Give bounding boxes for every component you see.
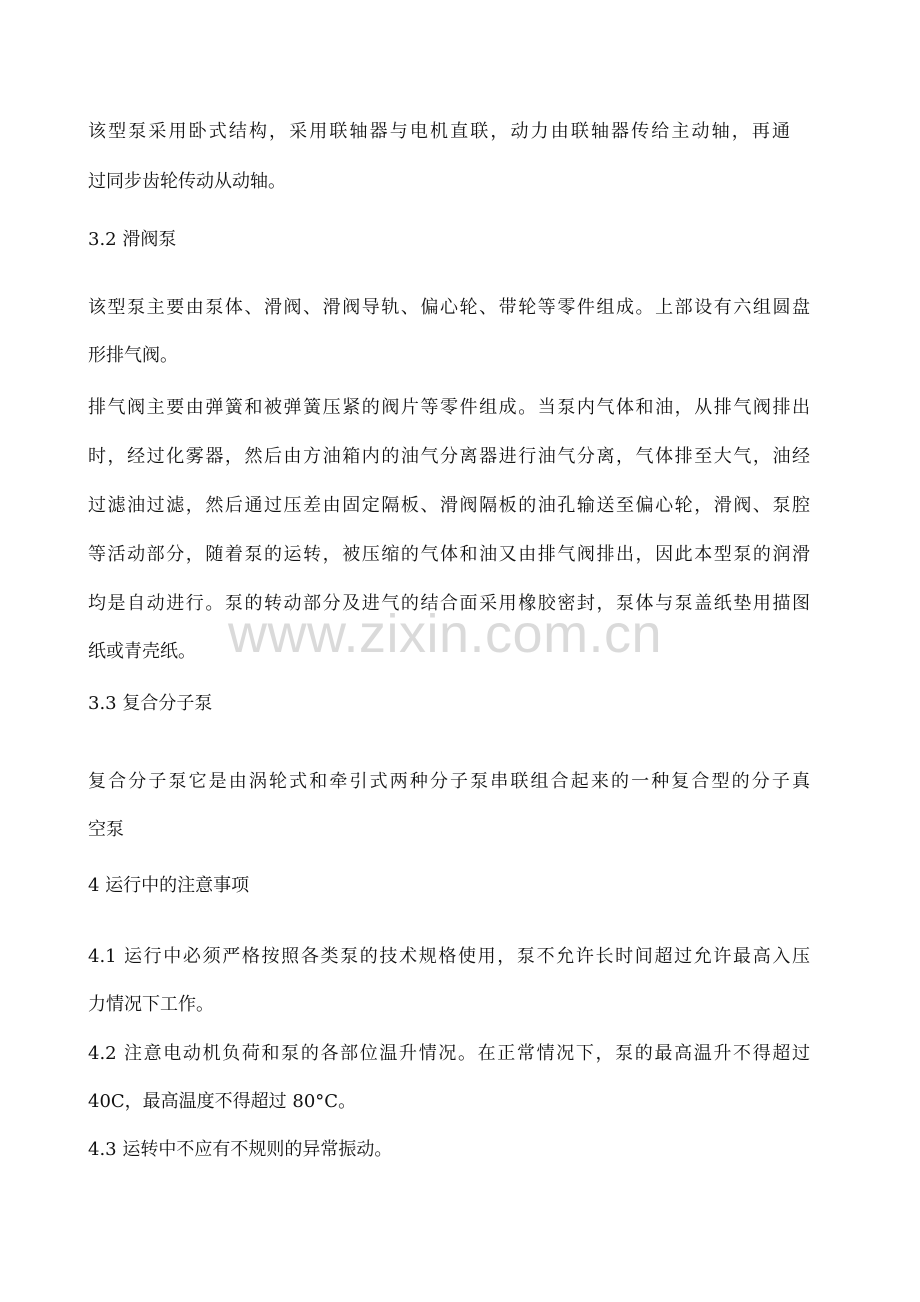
paragraph-line: 4.3 运转中不应有不规则的异常振动。 bbox=[88, 1139, 393, 1160]
section-heading-3-3: 3.3 复合分子泵 bbox=[88, 693, 213, 714]
paragraph-line: 时，经过化雾器，然后由方油箱内的油气分离器进行油气分离，气体排至大气，油经 bbox=[88, 446, 810, 467]
paragraph-line: 形排气阀。 bbox=[88, 345, 178, 366]
section-heading-3-2: 3.2 滑阀泵 bbox=[88, 229, 177, 250]
paragraph-line: 纸或青壳纸。 bbox=[88, 641, 196, 662]
paragraph-line: 过同步齿轮传动从动轴。 bbox=[88, 171, 286, 192]
paragraph-line: 4.1 运行中必须严格按照各类泵的技术规格使用，泵不允许长时间超过允许最高入压 bbox=[88, 946, 810, 967]
paragraph-line: 复合分子泵它是由涡轮式和牵引式两种分子泵串联组合起来的一种复合型的分子真 bbox=[88, 771, 810, 792]
paragraph-line: 空泵 bbox=[88, 819, 124, 840]
paragraph-line: 40C，最高温度不得超过 80°C。 bbox=[88, 1091, 357, 1112]
paragraph-line: 均是自动进行。泵的转动部分及进气的结合面采用橡胶密封，泵体与泵盖纸垫用描图 bbox=[88, 593, 810, 614]
paragraph-line: 该型泵主要由泵体、滑阀、滑阀导轨、偏心轮、带轮等零件组成。上部设有六组圆盘 bbox=[88, 297, 810, 318]
paragraph-line: 力情况下工作。 bbox=[88, 994, 214, 1015]
paragraph-line: 等活动部分，随着泵的运转，被压缩的气体和油又由排气阀排出，因此本型泵的润滑 bbox=[88, 544, 810, 565]
paragraph-line: 该型泵采用卧式结构，采用联轴器与电机直联，动力由联轴器传给主动轴，再通 bbox=[88, 121, 790, 142]
paragraph-line: 排气阀主要由弹簧和被弹簧压紧的阀片等零件组成。当泵内气体和油，从排气阀排出 bbox=[88, 397, 810, 418]
paragraph-line: 4.2 注意电动机负荷和泵的各部位温升情况。在正常情况下，泵的最高温升不得超过 bbox=[88, 1043, 810, 1064]
section-heading-4: 4 运行中的注意事项 bbox=[88, 875, 250, 896]
watermark-text: www.zixin.com.cn bbox=[228, 604, 663, 664]
paragraph-line: 过滤油过滤，然后通过压差由固定隔板、滑阀隔板的油孔输送至偏心轮，滑阀、泵腔 bbox=[88, 495, 810, 516]
